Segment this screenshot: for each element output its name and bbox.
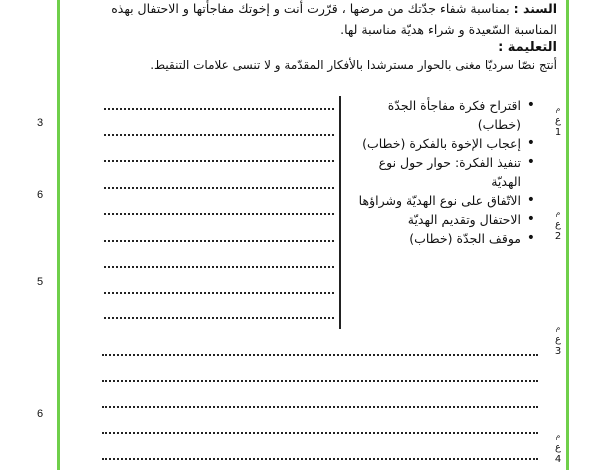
criterion-label: ع 3 bbox=[554, 334, 562, 357]
writing-line[interactable] bbox=[102, 406, 538, 408]
criterion-mark: م bbox=[555, 431, 561, 440]
hint-item: • الاتّفاق على نوع الهديّة وشراؤها bbox=[350, 191, 535, 210]
taalima-text: أنتج نصّا سرديّا مغنى بالحوار مسترشدا بالأفكار المقدّمة و لا تنسى علامات التنقيط. bbox=[150, 58, 557, 72]
criterion-marker bbox=[551, 322, 565, 358]
hint-item: • الاحتفال وتقديم الهديّة bbox=[350, 210, 535, 229]
writing-line[interactable] bbox=[104, 317, 334, 319]
score-value: 6 bbox=[37, 408, 44, 420]
score-value: 5 bbox=[37, 276, 44, 288]
writing-line[interactable] bbox=[104, 266, 334, 268]
right-margin-line bbox=[566, 0, 569, 470]
score-value: 6 bbox=[37, 189, 44, 201]
criterion-mark: م bbox=[555, 208, 561, 217]
criterion-mark: م bbox=[555, 104, 561, 113]
taalima-title: التعليمة : bbox=[498, 40, 557, 55]
writing-line[interactable] bbox=[102, 354, 538, 356]
writing-line[interactable] bbox=[102, 458, 538, 460]
writing-line[interactable] bbox=[104, 134, 334, 136]
writing-line[interactable] bbox=[102, 380, 538, 382]
hint-item: • إعجاب الإخوة بالفكرة (خطاب) bbox=[350, 134, 535, 153]
writing-line[interactable] bbox=[104, 108, 334, 110]
writing-line[interactable] bbox=[104, 240, 334, 242]
writing-line[interactable] bbox=[104, 187, 334, 189]
writing-line[interactable] bbox=[104, 160, 334, 162]
hint-item: • تنفيذ الفكرة: حوار حول نوع الهديّة bbox=[350, 153, 535, 191]
criterion-mark: م bbox=[555, 323, 561, 332]
sanad-line-2: المناسبة السّعيدة و شراء هديّة مناسبة لها. bbox=[340, 22, 557, 37]
hints-list bbox=[350, 96, 535, 248]
hints-divider bbox=[339, 96, 341, 329]
criterion-label: ع 4 bbox=[554, 442, 562, 465]
criterion-marker bbox=[551, 103, 565, 139]
criterion-label: ع 1 bbox=[554, 115, 562, 138]
sanad-text: بمناسبة شفاء جدّتك من مرضها ، قرّرت أنت و إخوتك مفاجأتها و الاحتفال بهذه bbox=[111, 1, 510, 16]
criterion-marker bbox=[551, 430, 565, 466]
sanad-label: السند : bbox=[513, 1, 557, 16]
writing-line[interactable] bbox=[104, 213, 334, 215]
score-value: 3 bbox=[37, 117, 44, 129]
hint-item: • موقف الجدّة (خطاب) bbox=[350, 229, 535, 248]
writing-line[interactable] bbox=[104, 292, 334, 294]
sanad-line-1 bbox=[57, 1, 557, 16]
criterion-marker bbox=[551, 207, 565, 243]
criterion-label: ع 2 bbox=[554, 219, 562, 242]
writing-line[interactable] bbox=[102, 432, 538, 434]
hint-item: • اقتراح فكرة مفاجأة الجدّة (خطاب) bbox=[350, 96, 535, 134]
